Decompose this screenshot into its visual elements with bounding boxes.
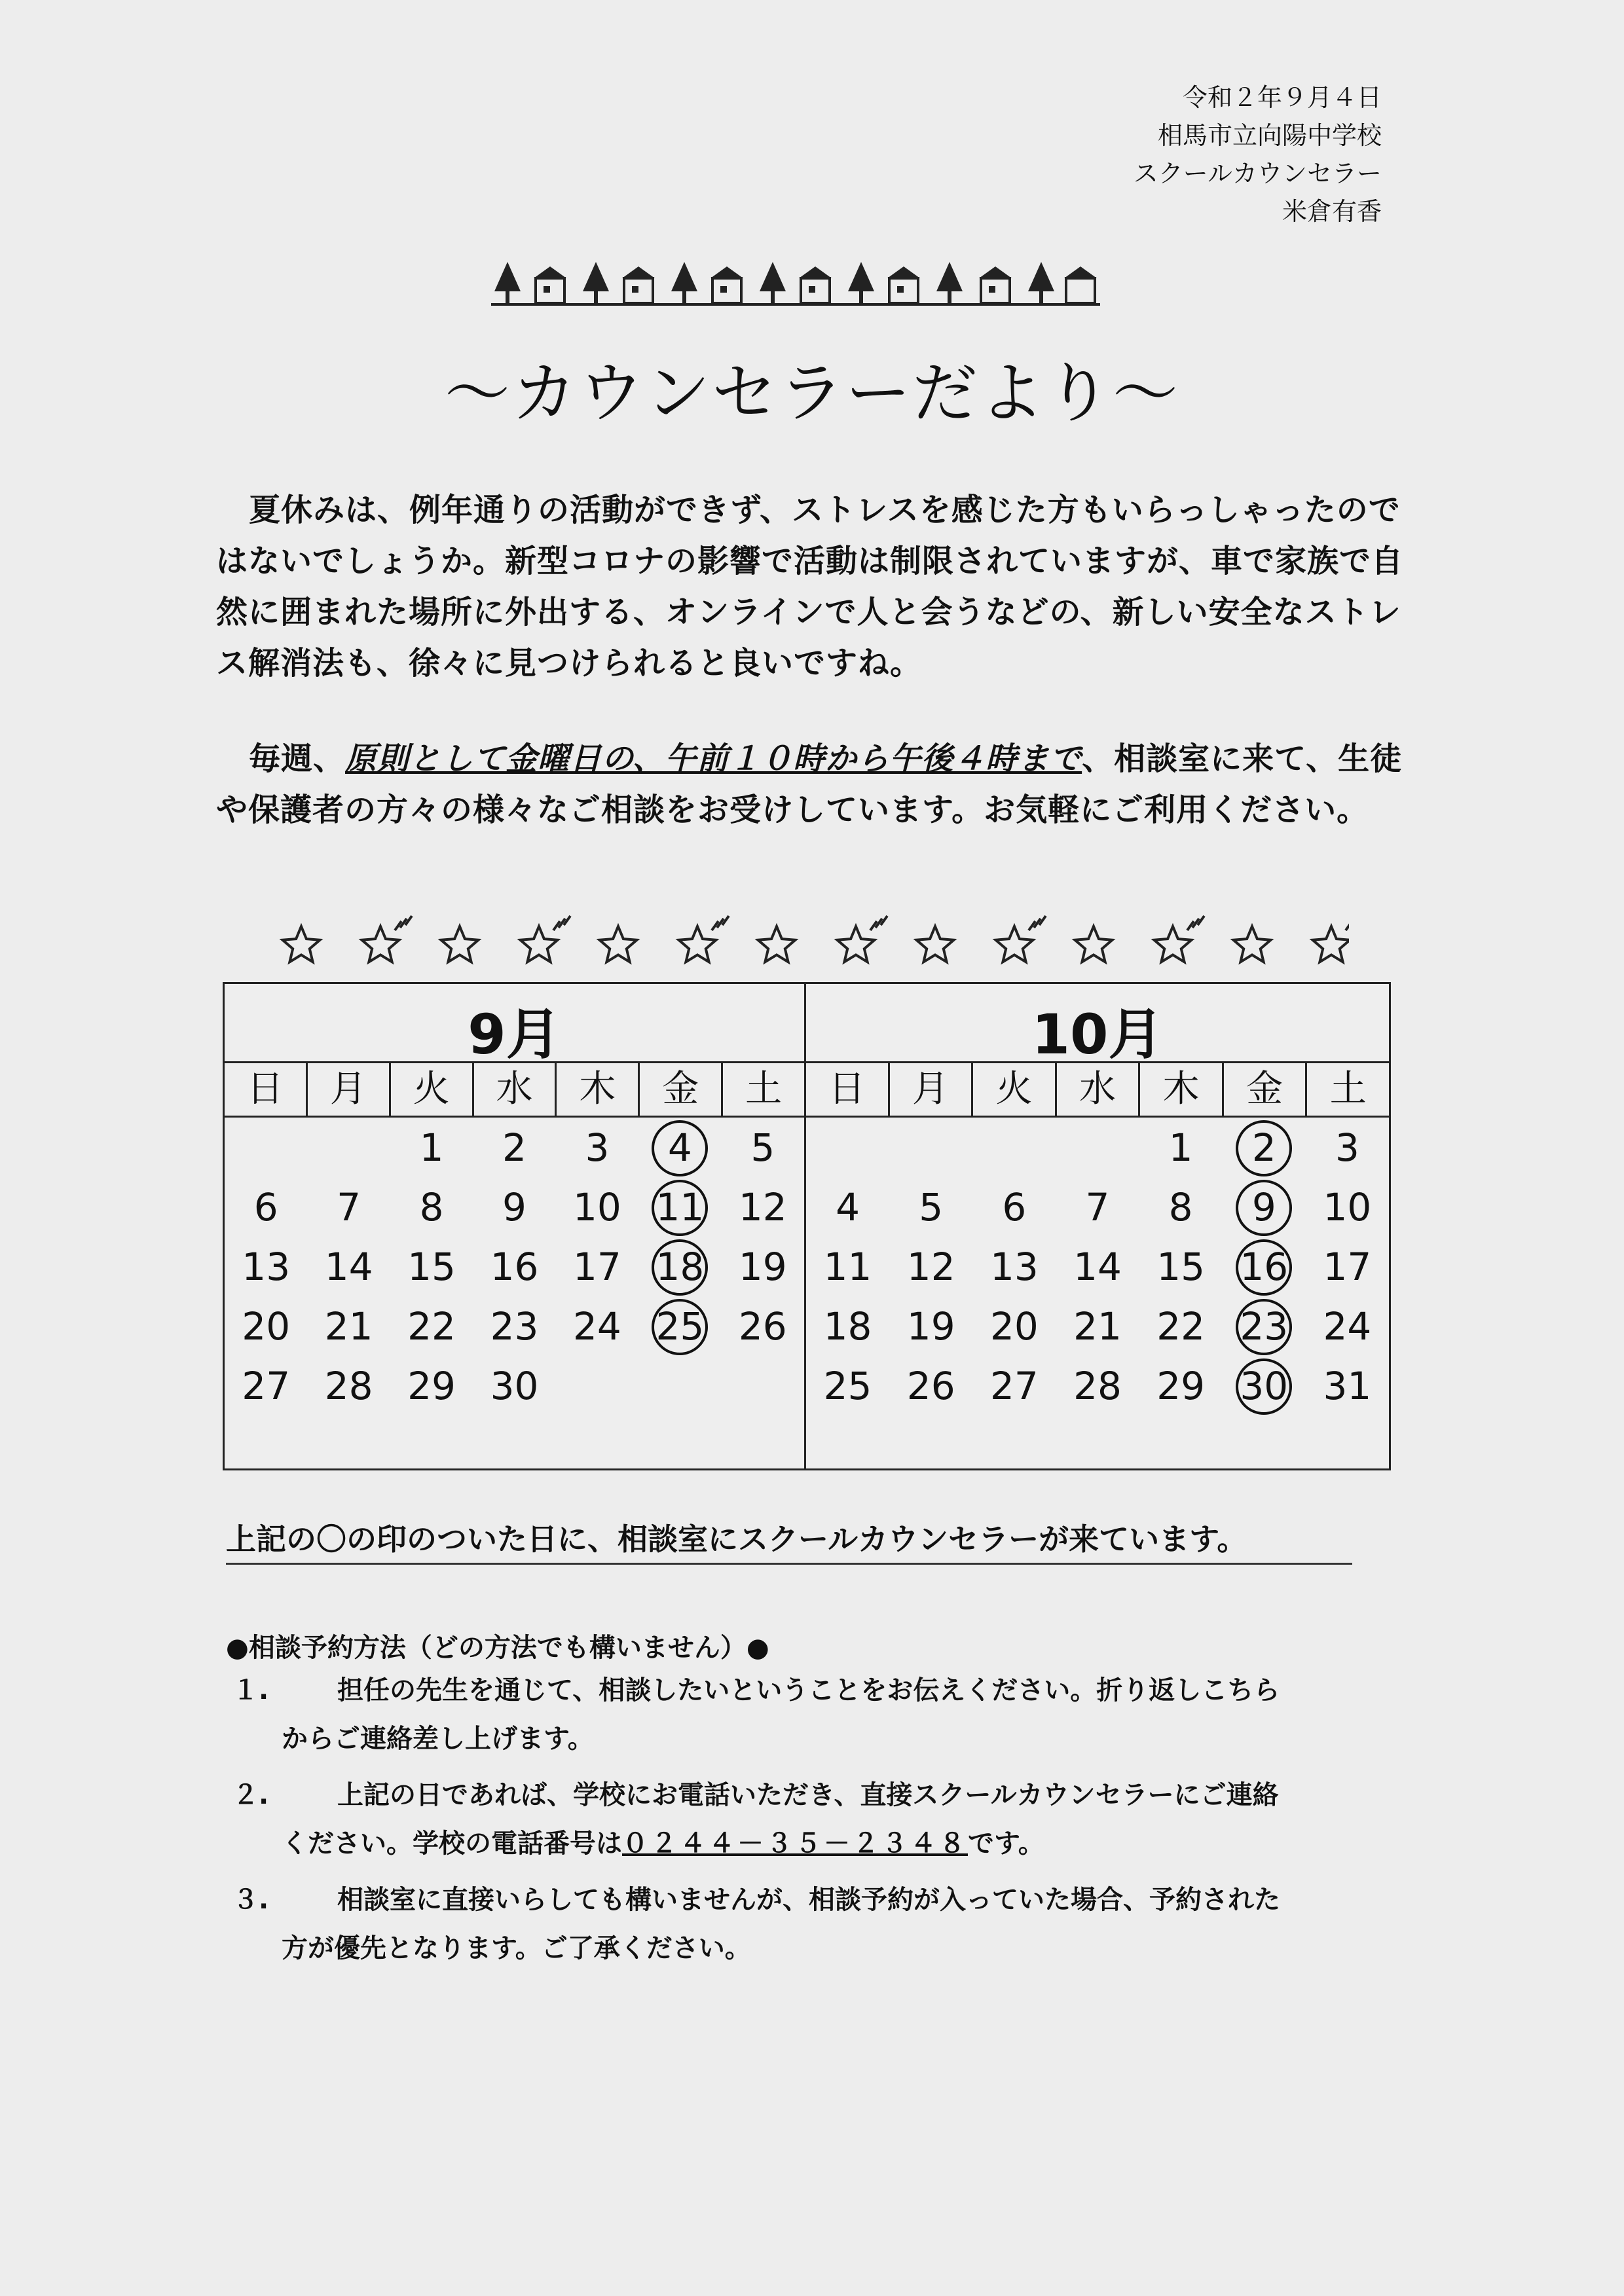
calendar-day: 10 bbox=[1323, 1185, 1372, 1230]
calendar-day bbox=[806, 1118, 889, 1178]
calendar-day: 15 bbox=[1156, 1245, 1206, 1289]
calendar-day: 17 bbox=[573, 1245, 621, 1289]
counselor-day-circled: 11 bbox=[638, 1178, 721, 1237]
counselor-day-circled: 2 bbox=[1223, 1118, 1306, 1178]
calendar-day: 20 bbox=[242, 1304, 291, 1349]
september-weekday-row bbox=[225, 1061, 804, 1118]
item-text-line2 bbox=[282, 1819, 1405, 1868]
calendar-day: 15 bbox=[407, 1245, 456, 1289]
calendar-day: 3 bbox=[585, 1125, 610, 1170]
calendar-day: 5 bbox=[919, 1185, 944, 1230]
calendar-day: 19 bbox=[906, 1304, 955, 1349]
calendar-day bbox=[1056, 1118, 1139, 1178]
counselor-day-circled: 23 bbox=[1223, 1297, 1306, 1357]
calendar-day: 13 bbox=[989, 1245, 1039, 1289]
calendar-day: 3 bbox=[1335, 1125, 1359, 1170]
weekday-header: 日 bbox=[225, 1063, 308, 1116]
weekday-header: 日 bbox=[806, 1063, 890, 1116]
weekday-header: 月 bbox=[890, 1063, 974, 1116]
calendar-day: 6 bbox=[1002, 1185, 1027, 1230]
october-calendar bbox=[804, 982, 1391, 1470]
october-weekday-row bbox=[806, 1061, 1389, 1118]
item-text-line1: 相談室に直接いらしても構いませんが、相談予約が入っていた場合、予約された bbox=[337, 1885, 1280, 1915]
reservation-method-2 bbox=[226, 1771, 1405, 1868]
calendar-day: 27 bbox=[989, 1364, 1039, 1408]
calendar-day: 26 bbox=[906, 1364, 955, 1408]
tree-house-decoration-icon bbox=[491, 259, 1100, 311]
counselor-day-circled: 4 bbox=[638, 1118, 721, 1178]
calendar-day: 13 bbox=[242, 1245, 291, 1289]
reservation-heading: ●相談予約方法（どの方法でも構いません）● bbox=[226, 1633, 769, 1663]
weekday-header: 火 bbox=[973, 1063, 1057, 1116]
reservation-method-3 bbox=[226, 1876, 1405, 1973]
calendar-day bbox=[225, 1118, 307, 1178]
star-decoration-icon bbox=[275, 903, 1349, 975]
calendar-day: 17 bbox=[1323, 1245, 1372, 1289]
weekday-header: 土 bbox=[1329, 1068, 1367, 1110]
sender-block bbox=[1134, 79, 1382, 230]
calendar-day: 14 bbox=[1073, 1245, 1122, 1289]
intro-text-2-start: 毎週、 bbox=[249, 740, 346, 777]
weekday-header: 土 bbox=[745, 1068, 783, 1110]
calendar-day: 10 bbox=[573, 1185, 621, 1230]
item-text-line1: 上記の日であれば、学校にお電話いただき、直接スクールカウンセラーにご連絡 bbox=[337, 1780, 1279, 1810]
item-text-line2: からご連絡差し上げます。 bbox=[282, 1724, 594, 1754]
calendar-day: 26 bbox=[738, 1304, 787, 1349]
calendar-day: 29 bbox=[1156, 1364, 1206, 1408]
calendar-day: 28 bbox=[1073, 1364, 1122, 1408]
calendar-day: 6 bbox=[253, 1185, 278, 1230]
calendar-day: 30 bbox=[490, 1364, 539, 1408]
calendar-day: 9 bbox=[502, 1185, 526, 1230]
calendar-day bbox=[889, 1118, 972, 1178]
calendar-day: 14 bbox=[324, 1245, 373, 1289]
calendar-day: 1 bbox=[1168, 1125, 1193, 1170]
calendar-day: 11 bbox=[823, 1245, 872, 1289]
october-days-grid bbox=[806, 1118, 1389, 1416]
weekday-header: 月 bbox=[308, 1063, 391, 1116]
calendar-day: 21 bbox=[324, 1304, 373, 1349]
counselor-day-circled: 30 bbox=[1223, 1357, 1306, 1416]
issue-date: 令和２年９月４日 bbox=[1182, 83, 1382, 112]
september-calendar bbox=[223, 982, 806, 1470]
intro-text-2-end: 、相談室に来て、生徒や保護者の方々の様々なご相談をお受けしています。お気軽にご利用ください。 bbox=[216, 740, 1403, 828]
calendar-day: 27 bbox=[242, 1364, 291, 1408]
calendar-day bbox=[307, 1118, 390, 1178]
calendar-day: 19 bbox=[738, 1245, 787, 1289]
counselor-day-circled: 25 bbox=[638, 1297, 721, 1357]
calendar-day: 18 bbox=[823, 1304, 872, 1349]
school-phone-number: ０２４４－３５－２３４８ bbox=[622, 1829, 968, 1859]
schedule-emphasis: 原則として金曜日の、午前１０時から午後４時まで bbox=[345, 740, 1082, 777]
calendar-day: 5 bbox=[750, 1125, 775, 1170]
calendar-day: 24 bbox=[1323, 1304, 1372, 1349]
school-name: 相馬市立向陽中学校 bbox=[1157, 121, 1382, 150]
item-number: ３. bbox=[232, 1885, 269, 1915]
calendar-day: 8 bbox=[419, 1185, 444, 1230]
october-label: 10月 bbox=[1031, 1002, 1164, 1066]
calendar-day bbox=[972, 1118, 1056, 1178]
calendar-day: 12 bbox=[738, 1185, 787, 1230]
calendar-day: 16 bbox=[490, 1245, 539, 1289]
item-text-line2-pre: ください。学校の電話番号は bbox=[282, 1829, 622, 1859]
weekday-header: 水 bbox=[474, 1063, 557, 1116]
intro-paragraph-2 bbox=[216, 733, 1414, 835]
intro-text-1: 夏休みは、例年通りの活動ができず、ストレスを感じた方もいらっしゃったのではないでしょうか。新型コロナの影響で活動は制限されていますが、車で家族で自然に囲まれた場所に外出する、オンラインで人と会うなどの、新しい安全なストレス解消法も、徐々に見つけられると良いですね。 bbox=[216, 492, 1404, 682]
calendar-day: 8 bbox=[1168, 1185, 1193, 1230]
sender-role: スクールカウンセラー bbox=[1133, 159, 1382, 188]
weekday-header: 木 bbox=[1140, 1063, 1224, 1116]
weekday-header: 金 bbox=[640, 1063, 723, 1116]
item-number: ２. bbox=[232, 1780, 269, 1810]
item-number: １. bbox=[232, 1675, 269, 1705]
calendar-day: 22 bbox=[1156, 1304, 1206, 1349]
weekday-header: 金 bbox=[1224, 1063, 1308, 1116]
calendar-day: 24 bbox=[573, 1304, 621, 1349]
item-text-line1: 担任の先生を通じて、相談したいということをお伝えください。折り返しこちら bbox=[337, 1675, 1280, 1705]
calendar-day: 7 bbox=[1085, 1185, 1110, 1230]
calendar-day: 2 bbox=[502, 1125, 526, 1170]
sender-name: 米倉有香 bbox=[1282, 197, 1382, 226]
calendar-day: 12 bbox=[906, 1245, 955, 1289]
calendar-day: 20 bbox=[989, 1304, 1039, 1349]
counselor-day-circled: 16 bbox=[1223, 1237, 1306, 1297]
calendar-day: 21 bbox=[1073, 1304, 1122, 1349]
calendar-day: 4 bbox=[836, 1185, 860, 1230]
calendar-day: 25 bbox=[823, 1364, 872, 1408]
calendar-day: 22 bbox=[407, 1304, 456, 1349]
calendar-day: 7 bbox=[337, 1185, 361, 1230]
september-days-grid bbox=[225, 1118, 804, 1416]
counselor-day-circled: 18 bbox=[638, 1237, 721, 1297]
intro-paragraph-1 bbox=[216, 484, 1414, 689]
item-text-line2-post: です。 bbox=[968, 1829, 1044, 1859]
counselor-day-circled: 9 bbox=[1223, 1178, 1306, 1237]
newsletter-title: ～カウンセラーだより～ bbox=[445, 355, 1179, 431]
weekday-header: 水 bbox=[1057, 1063, 1141, 1116]
reservation-method-1 bbox=[226, 1666, 1405, 1763]
calendar-day: 23 bbox=[490, 1304, 539, 1349]
calendar-day: 1 bbox=[419, 1125, 444, 1170]
calendar-day: 28 bbox=[324, 1364, 373, 1408]
calendar-day: 29 bbox=[407, 1364, 456, 1408]
calendar-day: 31 bbox=[1323, 1364, 1372, 1408]
september-label: 9月 bbox=[468, 1002, 561, 1066]
item-text-line2: 方が優先となります。ご了承ください。 bbox=[282, 1933, 751, 1963]
weekday-header: 木 bbox=[557, 1063, 640, 1116]
weekday-header: 火 bbox=[391, 1063, 474, 1116]
counselor-days-note: 上記の〇の印のついた日に、相談室にスクールカウンセラーが来ています。 bbox=[226, 1516, 1352, 1565]
